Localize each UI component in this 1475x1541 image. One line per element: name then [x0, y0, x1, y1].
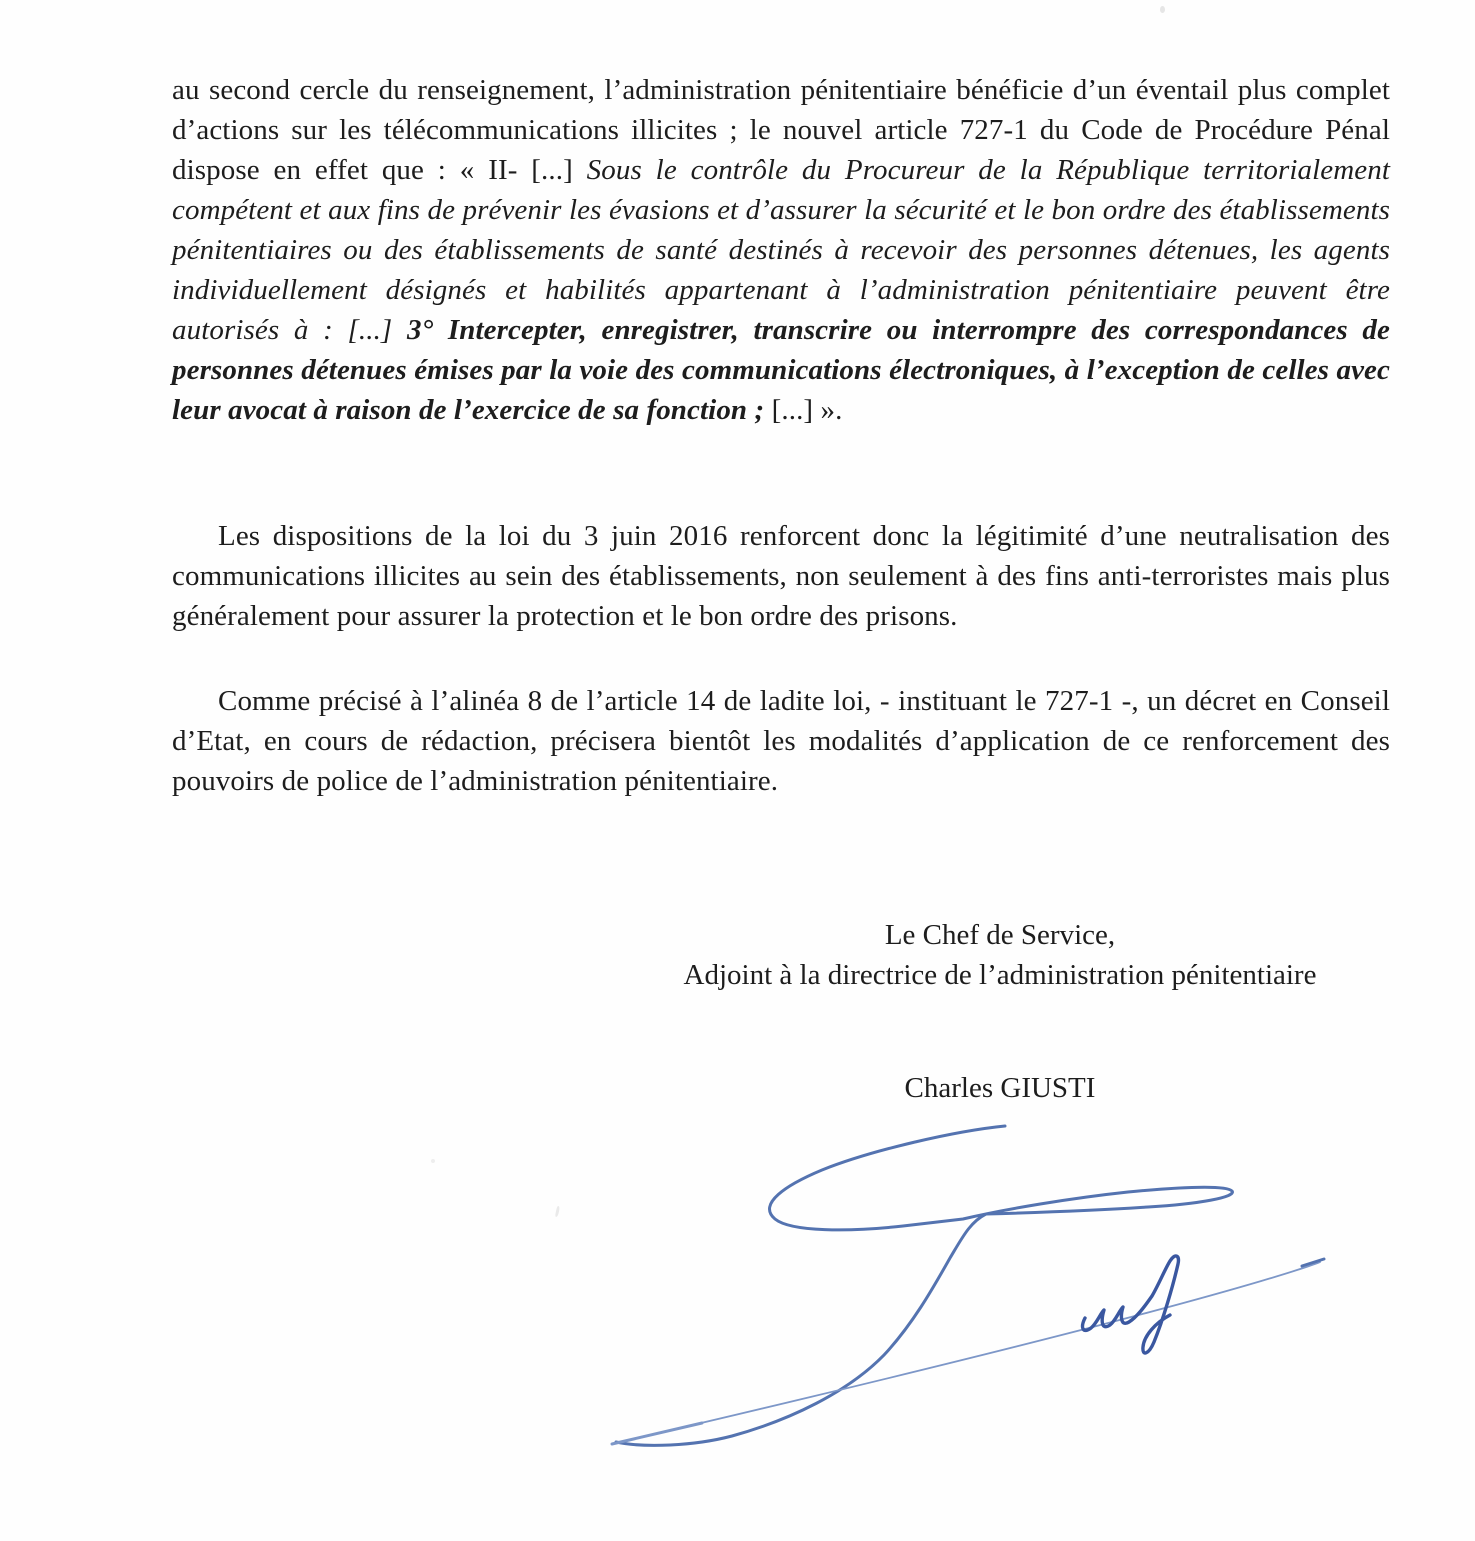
- quote-italic-run: Sous le contrôle du Procureur de la République territorialement compétent et aux fins de prévenir les évasions et d’assurer la sécurité et le bon ordre des établissements pénitentiaires ou des établissements de santé destinés à recevoir des personnes détenues, les agents individuellement désignés et habilités appartenant à l’administration pénitentiaire peuvent être autorisés à : [...]: [172, 154, 1390, 346]
- quote-bold-italic-run: 3° Intercepter, enregistrer, transcrire ou interrompre des correspondances de personnes détenues émises par la voie des communications électroniques, à l’exception de celles avec leur avocat à raison de l’exercice de sa fonction ;: [172, 314, 1390, 426]
- signature-converge-stroke: [612, 1423, 702, 1444]
- signature-scribble-stroke: [1083, 1256, 1179, 1353]
- paragraph-loi-3-juin: Les dispositions de la loi du 3 juin 2016 renforcent donc la légitimité d’une neutralisation des communications illicites au sein des établissements, non seulement à des fins anti-terroristes mais plus généralement pour assurer la protection et le bon ordre des prisons.: [172, 520, 1390, 632]
- paragraph-quote-727-1: [172, 70, 1390, 430]
- signatory-title-line2: Adjoint à la directrice de l’administration pénitentiaire: [683, 959, 1317, 991]
- quote-intro-run: au second cercle du renseignement, l’administration pénitentiaire bénéficie d’un éventail plus complet d’actions sur les télécommunications illicites ; le nouvel article 727-1 du Code de Procédure Pénal dispose en effet que : « II- [...]: [172, 74, 1390, 186]
- quote-close-run: [...] ».: [764, 394, 843, 426]
- handwritten-signature: [540, 1090, 1360, 1470]
- signatory-name: Charles GIUSTI: [904, 1072, 1096, 1104]
- signature-block: [560, 915, 1440, 995]
- signature-flourish-stroke: [616, 1126, 1232, 1445]
- signatory-title-line1: Le Chef de Service,: [884, 919, 1116, 951]
- scan-artifact-speck: [1160, 6, 1165, 13]
- signature-underline-stroke: [612, 1262, 1320, 1444]
- paragraph-decret: Comme précisé à l’alinéa 8 de l’article 14 de ladite loi, - instituant le 727-1 -, un décret en Conseil d’Etat, en cours de rédaction, précisera bientôt les modalités d’application de ce renforcement des pouvoirs de police de l’administration pénitentiaire.: [172, 685, 1390, 797]
- scan-artifact-speck: [431, 1159, 435, 1163]
